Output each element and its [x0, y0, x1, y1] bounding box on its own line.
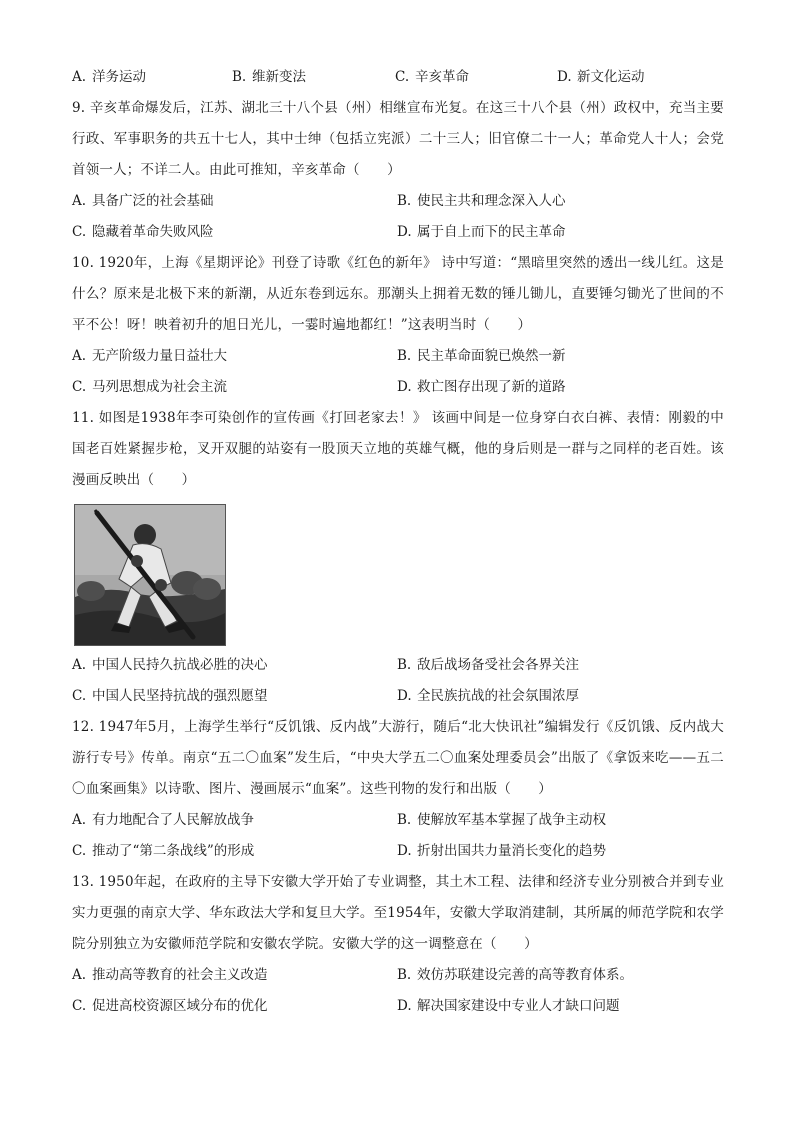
q13-option-d[interactable]: D. 解决国家建设中专业人才缺口问题: [397, 998, 620, 1014]
q12-option-a[interactable]: A. 有力地配合了人民解放战争: [72, 812, 254, 828]
exam-page: [72, 62, 724, 1022]
q11-stem: 11. 如图是1938年李可染创作的宣传画《打回老家去！》 该画中间是一位身穿白衣白裤、表情：刚毅的中国老百姓紧握步枪，叉开双腿的站姿有一股顶天立地的英雄气概，他的身后则是一群与之同样的老百姓。该漫画反映出（ ）: [72, 410, 724, 488]
q9-option-b[interactable]: B. 使民主共和理念深入人心: [397, 193, 566, 209]
q8-option-b[interactable]: B. 维新变法: [232, 69, 306, 85]
q13-options: [72, 960, 724, 1022]
q10-option-c[interactable]: C. 马列思想成为社会主流: [72, 379, 227, 395]
q11-options: [72, 650, 724, 712]
q13-option-c[interactable]: C. 促进高校资源区域分布的优化: [72, 998, 268, 1014]
painting-illustration: [75, 505, 225, 645]
q12-option-d[interactable]: D. 折射出国共力量消长变化的趋势: [397, 843, 606, 859]
q12-option-b[interactable]: B. 使解放军基本掌握了战争主动权: [397, 812, 606, 828]
q12-options: [72, 805, 724, 867]
q13-stem: 13. 1950年起，在政府的主导下安徽大学开始了专业调整，其土木工程、法律和经济专业分别被合并到专业实力更强的南京大学、华东政法大学和复旦大学。至1954年，安徽大学取消建制，其所属的师范学院和农学院分别独立为安徽师范学院和安徽农学院。安徽大学的这一调整意在（ ）: [72, 874, 724, 952]
q11-option-b[interactable]: B. 敌后战场备受社会各界关注: [397, 657, 579, 673]
q11-option-d[interactable]: D. 全民族抗战的社会氛围浓厚: [397, 688, 579, 704]
q11-option-a[interactable]: A. 中国人民持久抗战必胜的决心: [72, 657, 268, 673]
q9-options: [72, 186, 724, 248]
q8-options: [72, 62, 724, 93]
q9-option-c[interactable]: C. 隐藏着革命失败风险: [72, 224, 214, 240]
q8-option-a[interactable]: A. 洋务运动: [72, 69, 146, 85]
q8-option-d[interactable]: D. 新文化运动: [557, 69, 645, 85]
q10-stem: 10. 1920年，上海《星期评论》刊登了诗歌《红色的新年》 诗中写道：“黑暗里突然的透出一线儿红。这是什么？原来是北极下来的新潮，从近东卷到远东。那潮头上拥着无数的锤儿锄儿，直要锤匀锄光了世间的不平不公！呀！映着初升的旭日光儿，一霎时遍地都红！”这表明当时（ ）: [72, 255, 724, 333]
q10-options: [72, 341, 724, 403]
q11-option-c[interactable]: C. 中国人民坚持抗战的强烈愿望: [72, 688, 268, 704]
propaganda-painting-image: [74, 504, 226, 646]
q12-stem: 12. 1947年5月，上海学生举行“反饥饿、反内战”大游行，随后“北大快讯社”编辑发行《反饥饿、反内战大游行专号》传单。南京“五二〇血案”发生后，“中央大学五二〇血案处理委员会”出版了《拿饭来吃——五二〇血案画集》以诗歌、图片、漫画展示“血案”。这些刊物的发行和出版（ ）: [72, 719, 724, 797]
q13-option-a[interactable]: A. 推动高等教育的社会主义改造: [72, 967, 268, 983]
q10-option-a[interactable]: A. 无产阶级力量日益壮大: [72, 348, 227, 364]
q9-option-a[interactable]: A. 具备广泛的社会基础: [72, 193, 214, 209]
q10-option-d[interactable]: D. 救亡图存出现了新的道路: [397, 379, 566, 395]
q13-option-b[interactable]: B. 效仿苏联建设完善的高等教育体系。: [397, 967, 633, 983]
q10-option-b[interactable]: B. 民主革命面貌已焕然一新: [397, 348, 566, 364]
q9-stem: 9. 辛亥革命爆发后，江苏、湖北三十八个县（州）相继宣布光复。在这三十八个县（州）政权中，充当主要行政、军事职务的共五十七人，其中士绅（包括立宪派）二十三人；旧官僚二十一人；革命党人十人；会党首领一人；不详二人。由此可推知，辛亥革命（ ）: [72, 100, 724, 178]
q8-option-c[interactable]: C. 辛亥革命: [395, 69, 469, 85]
q12-option-c[interactable]: C. 推动了“第二条战线”的形成: [72, 843, 255, 859]
q9-option-d[interactable]: D. 属于自上而下的民主革命: [397, 224, 566, 240]
